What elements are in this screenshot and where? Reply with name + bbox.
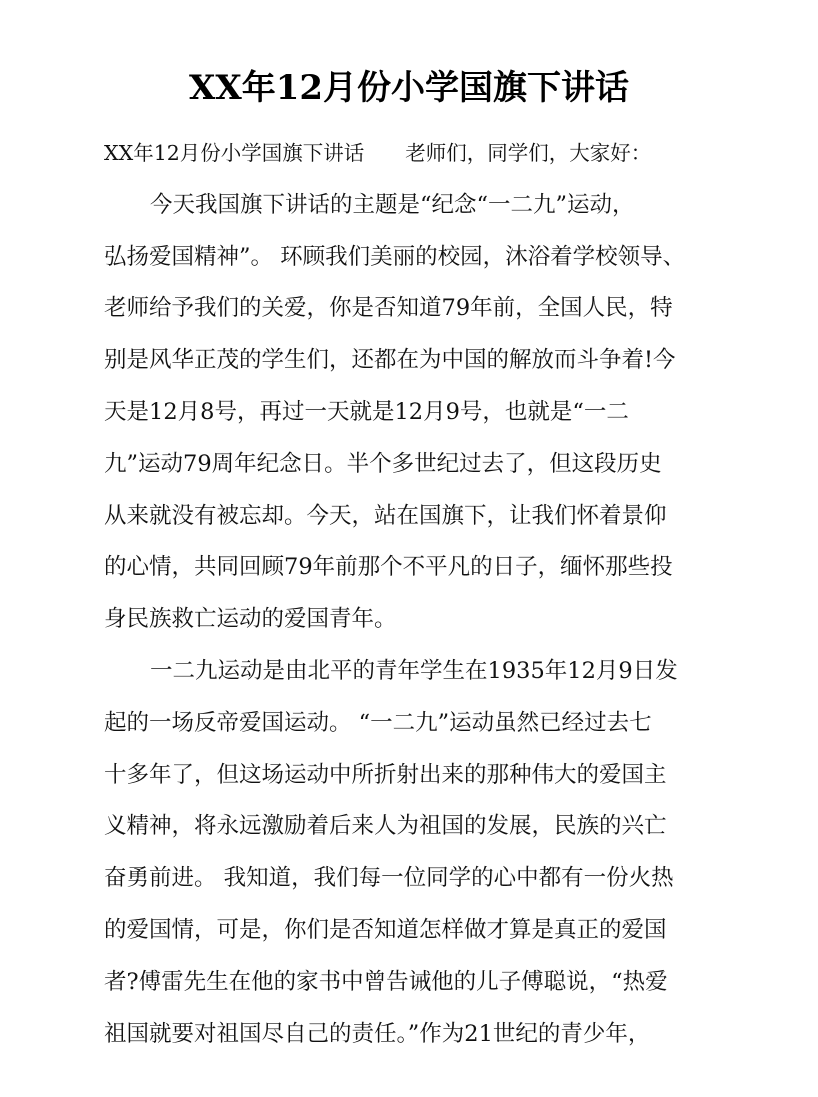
body-line: 起的一场反帝爱国运动。 “一二九”运动虽然已经过去七 bbox=[104, 709, 652, 736]
body-line: 天是12月8号，再过一天就是12月9号，也就是“一二 bbox=[104, 398, 629, 425]
body-line: 祖国就要对祖国尽自己的责任。”作为21世纪的青少年， bbox=[104, 1020, 651, 1047]
body-line: XX年12月份小学国旗下讲话 老师们，同学们，大家好： bbox=[104, 141, 652, 165]
body-line: 奋勇前进。 我知道，我们每一位同学的心中都有一份火热 bbox=[104, 865, 674, 892]
body-line: 弘扬爱国精神”。 环顾我们美丽的校园，沐浴着学校领导、 bbox=[104, 243, 686, 270]
body-line: 从来就没有被忘却。今天，站在国旗下，让我们怀着景仰 bbox=[104, 502, 667, 529]
body-line: 十多年了，但这场运动中所折射出来的那种伟大的爱国主 bbox=[104, 761, 667, 788]
document-body bbox=[104, 128, 734, 1060]
body-line: 义精神，将永远激励着后来人为祖国的发展，民族的兴亡 bbox=[104, 813, 667, 840]
body-line: 老师给予我们的关爱，你是否知道79年前，全国人民，特 bbox=[104, 295, 673, 322]
body-line: 的爱国情，可是，你们是否知道怎样做才算是真正的爱国 bbox=[104, 916, 667, 943]
document-title: XX年12月份小学国旗下讲话 bbox=[188, 68, 630, 108]
body-line: 一二九运动是由北平的青年学生在1935年12月9日发 bbox=[150, 657, 678, 684]
body-line: 今天我国旗下讲话的主题是“纪念“一二九”运动， bbox=[150, 191, 635, 218]
body-line: 身民族救亡运动的爱国青年。 bbox=[104, 606, 397, 633]
body-line: 的心情，共同回顾79年前那个不平凡的日子，缅怀那些投 bbox=[104, 554, 673, 581]
body-line: 别是风华正茂的学生们，还都在为中国的解放而斗争着!今 bbox=[104, 347, 676, 374]
body-line: 九”运动79周年纪念日。半个多世纪过去了，但这段历史 bbox=[104, 450, 662, 477]
body-line: 者?傅雷先生在他的家书中曾告诫他的儿子傅聪说，“热爱 bbox=[104, 968, 668, 995]
